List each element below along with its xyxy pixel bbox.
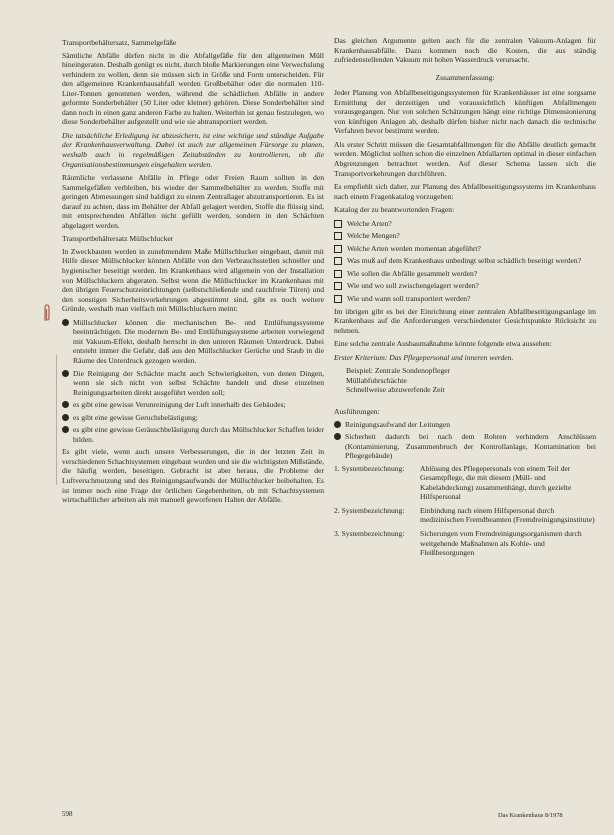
numbered-item: 3. Systembezeichnung: Sicherungen vom Fremdreinigungsorganismen durch weitgehende Maßnahmen als Kohle- und Fleißbesorgungen <box>334 528 582 558</box>
list-item: Sicherheit dadurch bei nach dem Rohren verhindern Anschlüssen (Kontaminierung, Zusammenbruch der Kontrollanlage, Kontamination bei Pflegegebäude) <box>334 432 596 461</box>
paragraph: Sämtliche Abfälle dürfen nicht in die Abfallgefäße für den allgemeinen Müll hineingeraten. Deshalb genügt es nicht, durch bloße Markierungen eine Verwechslung verhindern zu wollen, denn sie müssen sich in Größe und Form unterscheiden. Für den allgemeinen Krankenhausabfall werden Großbehälter oder die normalen 110-Liter-Tonnen genommen werden, während die schädlichen Abfälle in andere geformte Sonderbehälter (50 Liter oder kleiner) gehören. Diese Sonderbehälter sind dann noch in einen ganz anderen Farbe zu halten. Weiterhin ist genau festzulegen, wo diese Sonderbehälter aufgestellt und wie sie abtransportiert werden. <box>62 50 324 127</box>
example-line: Müllabfuhrschächte <box>346 375 407 385</box>
bullet-icon <box>62 319 69 326</box>
numbered-item: 1. Systembezeichnung: Ablösung des Pflegepersonals von einem Teil der Gesamtpflege, die mit diesem (Müll- und Kabelabdeckung) zusammenhängt, durch gezielte Hilfspersonal <box>334 463 572 502</box>
left-column <box>62 36 324 509</box>
section-heading: Ausführungen: <box>334 406 380 416</box>
checkbox-icon <box>334 232 342 240</box>
bullet-icon <box>62 370 69 377</box>
checklist-item: Wie sollen die Abfälle gesammelt werden? <box>334 269 596 279</box>
checklist-item: Was muß auf dem Krankenhaus unbedingt selbst schädlich beseitigt werden? <box>334 256 596 266</box>
section-heading: Transportbehältersatz Müllschlucker <box>62 234 174 244</box>
paragraph: Jeder Planung von Abfallbeseitigungssystemen für Krankenhäuser ist eine sorgsame Ermittlung der derzeitigen und voraussichtlich künftigen Abfallmengen vorausgegangen. Nur von solchen Schätzungen hängt eine richtige Dimensionierung von künftigen Anlagen ab, deshalb dürfen bisher nicht nach danach die technische Verfahren bevor bestimmt werden. <box>334 88 596 136</box>
checklist-item: Wie und wann soll transportiert werden? <box>334 294 596 304</box>
checklist-item: Welche Arten? <box>334 219 596 229</box>
checklist-item: Welche Mengen? <box>334 231 596 241</box>
checkbox-icon <box>334 295 342 303</box>
checkbox-icon <box>334 270 342 278</box>
list-item: es gibt eine gewisse Geruchsbelästigung; <box>62 413 324 423</box>
paragraph: Im übrigen gibt es bei der Einrichtung einer zentralen Abfallbeseitigungsanlage im Krankenhaus auf die Anforderungen verschiedenster Gesichtspunkte Rücksicht zu nehmen. <box>334 306 596 335</box>
paragraph: Räumliche verlassene Abfälle in Pflege oder Freien Raum sollten in den Sammelgefäßen verbleiben, bis wieder der Sammelbehälter zu werden. Stoffe mit geringen Abmessungen sind baldigst zu einem Zentrallager abzutransportieren. Es ist darauf zu achten, dass im Behälter der Abfall gelagert werden, Stoffe die flüssig sind, mit entsprechenden Abfällen nicht gefüllt werden, sondern in den Schächten abgelagert werden. <box>62 173 324 230</box>
paragraph: Katalog der zu beantwortenden Fragen: <box>334 205 455 215</box>
checkbox-icon <box>334 282 342 290</box>
bullet-icon <box>334 433 341 440</box>
bullet-icon <box>62 414 69 421</box>
example-block <box>346 366 596 395</box>
summary-heading: Zusammenfassung: <box>435 72 495 82</box>
paragraph: Das gleichen Argumente gelten auch für die zentralen Vakuum-Anlagen für Krankenhausabfälle. Dazu kommen noch die Kosten, die aus ständig zufriedenstellenden Vakuum mit hohen Wasserdruck verursacht. <box>334 36 596 65</box>
numbered-item: 2. Systembezeichnung: Einbindung nach einem Hilfspersonal durch medizinischen Fremdbeamten (Fremdreinigungsinstitute) <box>334 505 595 525</box>
paragraph: In Zweckbauten werden in zunehmendem Maße Müllschlucker eingebaut, damit mit Hilfe dieser Müllschlucker können Abfälle von den Verbrauchsstellen schneller und hygienischer beseitigt werden. Im Krankenhaus wird allgemein von der Installation von Müllschluckern abgeraten. Selbst wenn die Müllschlucker im Krankenhaus mit den übrigen Feuerschutzeinrichtungen (selbstschließende und rauchfreie Türen) und den sonstigen Sicherheitsvorkehrungen abgestimmt sind, gibt es noch weitere Gründe, weshalb man vielfach mit Müllschluckern meint: <box>62 246 324 314</box>
example-line: Schnellweise abzuwerfende Zeit <box>346 385 445 395</box>
example-line: Beispiel: Zentrale Sondenopfleger <box>346 366 451 376</box>
checkbox-icon <box>334 220 342 228</box>
checklist-item: Wie und wo soll zwischengelagert werden? <box>334 281 596 291</box>
section-heading: Transportbehältersatz, Sammelgefäße <box>62 38 177 47</box>
list-item: es gibt eine gewisse Verunreinigung der Luft innerhalb des Gebäudes; <box>62 400 324 410</box>
bullet-icon <box>62 401 69 408</box>
page-number: 598 <box>62 810 73 818</box>
paragraph: Es gibt viele, wenn auch unsere Verbesserungen, die in der letzten Zeit in verschiedenen Schachtsystemen eingebaut wurden und sie die wichtigsten Mißstände, die häufig werden, beseitigen. Gebracht ist aber heraus, die Probleme der Luftverschmutzung und des Reinigungsaufwands der Müllschlucker beibehalten. Es ist immer noch eine Frage der örtlichen Gegebenheiten, ob mit Schachtsystemen wirtschaftlicher arbeiten als mit manuell geworfenen Halten der Abfälle. <box>62 447 324 505</box>
list-item: Die Reinigung der Schächte macht auch Schwierigkeiten, von denen Dingen, wenn sie sich nicht von selbst Schächte handelt und diese einzelnen Reinigungsarbeiten direkt ausgeführt werden soll; <box>62 369 324 398</box>
list-item: Reinigungsaufwand der Leitungen <box>334 420 596 430</box>
paragraph: Es empfiehlt sich daher, zur Planung des Abfallbeseitigungssystems im Krankenhaus nach einem Fragenkatalog vorzugehen: <box>334 182 596 201</box>
checklist-item: Welche Arten werden momentan abgeführt? <box>334 244 596 254</box>
list-item: Müllschlucker können die mechanischen Be- und Entlüftungssysteme beeinträchtigen. Die modernen Be- und Entlüftungssysteme arbeiten vorwiegend mit Vakuum-Effekt, deshalb herrscht in den unteren Räumen Unterdruck. Dabei entsteht immer die Gefahr, daß aus den Müllschlucker Gerüche und Staub in die Räume des Unterdruck gezogen werden. <box>62 318 324 366</box>
paragraph: Erster Kriterium: Das Pflegepersonal und inneren werden. <box>334 352 514 362</box>
bullet-icon <box>62 426 69 433</box>
right-column <box>334 36 596 562</box>
checkbox-icon <box>334 245 342 253</box>
bullet-icon <box>334 421 341 428</box>
paperclip-icon <box>42 304 51 322</box>
paragraph: Eine solche zentrale Ausbaumaßnahme könnte folgende etwa aussehen: <box>334 339 552 349</box>
checkbox-icon <box>334 257 342 265</box>
paragraph: Als erster Schritt müssen die Gesamtabfallmengen für die Abfälle deutlich gemacht werden. Möglichst sollten schon die einzelnen Abfallarten optimal in dieser einfachen Abgrenzungen betrachtet werden. Auf dieser Schema lassen sich die Transportvorkehrungen durchführen. <box>334 139 596 178</box>
paragraph: Die tatsächliche Erledigung ist abzusichern, ist eine wichtige und ständige Aufgabe der Krankenhausverwaltung. Dabei ist auch zur allgemeinen Fürsorge zu planen, weshalb auch in regelmäßigen Zeitabständen zu kontrollieren, ob die Organisationsbestimmungen eingehalten werden. <box>62 130 324 169</box>
list-item: es gibt eine gewisse Geräuschbelästigung durch das Müllschlucker Schaffen leider bilden. <box>62 425 324 444</box>
binding-margin-line <box>56 355 57 485</box>
journal-footer: Das Krankenhaus 8/1978 <box>498 812 563 819</box>
